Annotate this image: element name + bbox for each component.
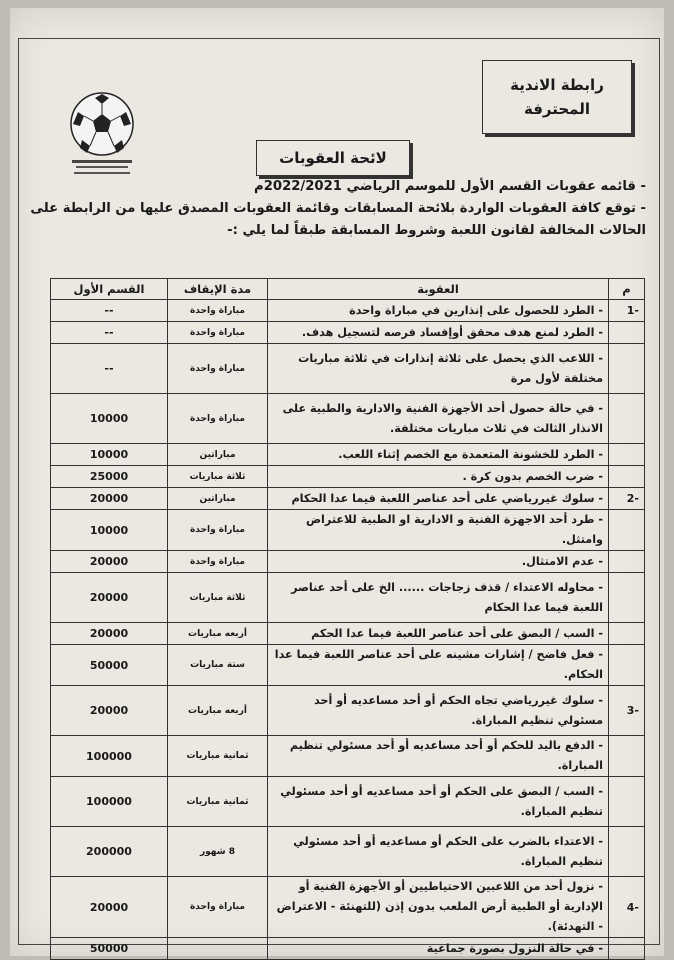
penalty-cell: - الاعتداء بالضرب على الحكم أو مساعديه أو أحد مسئولي تنظيم المباراة. <box>268 827 609 877</box>
fine-cell: 20000 <box>51 877 168 938</box>
fine-cell: 20000 <box>51 551 168 573</box>
penalty-cell: - سلوك غيررياضي على أحد عناصر اللعبة فيما عدا الحكام <box>268 488 609 510</box>
suspension-cell: مباراتين <box>168 488 268 510</box>
suspension-cell <box>168 938 268 960</box>
row-number <box>609 645 645 686</box>
league-name-line2: المحترفة <box>523 100 590 118</box>
header-no: م <box>609 279 645 300</box>
intro-line-1: - قائمه عقوبات القسم الأول للموسم الرياضي 2022/2021م <box>254 179 646 194</box>
suspension-cell: 8 شهور <box>168 827 268 877</box>
table-header-row <box>51 279 645 300</box>
fine-cell: 25000 <box>51 466 168 488</box>
suspension-cell: مباراة واحدة <box>168 877 268 938</box>
document-title: لائحة العقوبات <box>256 140 410 176</box>
row-number <box>609 623 645 645</box>
penalty-cell: - في حالة حصول أحد الأجهزة الفنية والادارية والطبية على الانذار الثالث في ثلاث مباريات مختلفة. <box>268 394 609 444</box>
header-fine: القسم الأول <box>51 279 168 300</box>
suspension-cell: ثلاثة مباريات <box>168 466 268 488</box>
suspension-cell: مباراة واحدة <box>168 322 268 344</box>
penalty-cell: - نزول أحد من اللاعبين الاحتياطيين أو الأجهزة الفنية أو الإدارية أو الطبية أرض الملعب بدون إذن (للتهنئة - الاعتراض - التهدئة). <box>268 877 609 938</box>
penalty-cell: - الطرد للخشونة المتعمدة مع الخصم إثناء اللعب. <box>268 444 609 466</box>
penalty-cell: - السب / البصق على أحد عناصر اللعبة فيما عدا الحكم <box>268 623 609 645</box>
fine-cell: 10000 <box>51 394 168 444</box>
league-name-box <box>482 60 632 134</box>
suspension-cell: مباراة واحدة <box>168 344 268 394</box>
row-number <box>609 777 645 827</box>
penalty-cell: - عدم الامتثال. <box>268 551 609 573</box>
row-number <box>609 510 645 551</box>
suspension-cell: ستة مباريات <box>168 645 268 686</box>
penalty-cell: - اللاعب الذي يحصل على ثلاثة إنذارات في ثلاثة مباريات مختلفة لأول مرة <box>268 344 609 394</box>
fine-cell: 50000 <box>51 938 168 960</box>
suspension-cell: أربعه مباريات <box>168 623 268 645</box>
row-number <box>609 444 645 466</box>
fine-cell: 20000 <box>51 573 168 623</box>
suspension-cell: مباراتين <box>168 444 268 466</box>
header-suspension: مدة الإيقاف <box>168 279 268 300</box>
table-row <box>51 322 645 344</box>
table-row <box>51 300 645 322</box>
fine-cell: 20000 <box>51 623 168 645</box>
row-number <box>609 827 645 877</box>
league-logo <box>62 88 142 180</box>
suspension-cell: ثمانية مباريات <box>168 736 268 777</box>
row-number <box>609 322 645 344</box>
penalty-cell: - الدفع باليد للحكم أو أحد مساعديه أو أحد مسئولي تنظيم المباراة. <box>268 736 609 777</box>
fine-cell: 20000 <box>51 488 168 510</box>
penalty-cell: - طرد أحد الاجهزة الفنية و الادارية او الطبية للاعتراض وامتثل. <box>268 510 609 551</box>
table-row <box>51 466 645 488</box>
table-row <box>51 394 645 444</box>
table-row <box>51 938 645 960</box>
intro-line-3: الحالات المخالفة لقانون اللعبة وشروط المسابقة طبقاً لما يلي :- <box>227 223 646 238</box>
fine-cell: 200000 <box>51 827 168 877</box>
intro-line-2: - توقع كافة العقوبات الواردة بلائحة المسابقات وقائمة العقوبات المصدق عليها من الرابطة على <box>30 201 646 216</box>
row-number <box>609 938 645 960</box>
intro-text <box>30 176 646 242</box>
header-penalty: العقوبة <box>268 279 609 300</box>
suspension-cell: أربعه مباريات <box>168 686 268 736</box>
suspension-cell: مباراة واحدة <box>168 300 268 322</box>
table-row <box>51 551 645 573</box>
penalty-cell: - الطرد للحصول على إنذارين في مباراة واحدة <box>268 300 609 322</box>
table-row <box>51 573 645 623</box>
fine-cell: 10000 <box>51 444 168 466</box>
fine-cell: -- <box>51 344 168 394</box>
table-row <box>51 510 645 551</box>
suspension-cell: مباراة واحدة <box>168 510 268 551</box>
penalty-cell: - سلوك غيررياضي تجاه الحكم أو أحد مساعديه أو أحد مسئولي تنظيم المباراة. <box>268 686 609 736</box>
penalty-cell: - الطرد لمنع هدف محقق أوإفساد فرصه لتسجيل هدف. <box>268 322 609 344</box>
row-number <box>609 344 645 394</box>
penalty-cell: - فعل فاضح / إشارات مشينه على أحد عناصر اللعبة فيما عدا الحكام. <box>268 645 609 686</box>
penalty-cell: - محاوله الاعتداء / قذف زجاجات ...... الخ على أحد عناصر اللعبة فيما عدا الحكام <box>268 573 609 623</box>
table-row <box>51 877 645 938</box>
fine-cell: 10000 <box>51 510 168 551</box>
penalty-cell: - ضرب الخصم بدون كرة . <box>268 466 609 488</box>
table-row <box>51 777 645 827</box>
penalty-cell: - السب / البصق على الحكم أو أحد مساعديه أو أحد مسئولي تنظيم المباراة. <box>268 777 609 827</box>
row-number <box>609 573 645 623</box>
fine-cell: 100000 <box>51 777 168 827</box>
row-number <box>609 394 645 444</box>
penalties-table <box>50 278 645 960</box>
row-number: -1 <box>609 300 645 322</box>
table-row <box>51 623 645 645</box>
fine-cell: -- <box>51 322 168 344</box>
league-name-line1: رابطة الاندية <box>510 76 604 94</box>
row-number: -4 <box>609 877 645 938</box>
table-row <box>51 827 645 877</box>
fine-cell: -- <box>51 300 168 322</box>
suspension-cell: ثمانية مباريات <box>168 777 268 827</box>
fine-cell: 50000 <box>51 645 168 686</box>
table-row <box>51 686 645 736</box>
row-number: -2 <box>609 488 645 510</box>
document-page <box>10 8 664 956</box>
penalty-cell: - في حالة النزول بصورة جماعية <box>268 938 609 960</box>
suspension-cell: ثلاثة مباريات <box>168 573 268 623</box>
row-number <box>609 466 645 488</box>
fine-cell: 20000 <box>51 686 168 736</box>
row-number: -3 <box>609 686 645 736</box>
table-row <box>51 736 645 777</box>
row-number <box>609 551 645 573</box>
table-row <box>51 344 645 394</box>
suspension-cell: مباراة واحدة <box>168 551 268 573</box>
fine-cell: 100000 <box>51 736 168 777</box>
row-number <box>609 736 645 777</box>
table-row <box>51 444 645 466</box>
table-row <box>51 645 645 686</box>
table-row <box>51 488 645 510</box>
suspension-cell: مباراة واحدة <box>168 394 268 444</box>
